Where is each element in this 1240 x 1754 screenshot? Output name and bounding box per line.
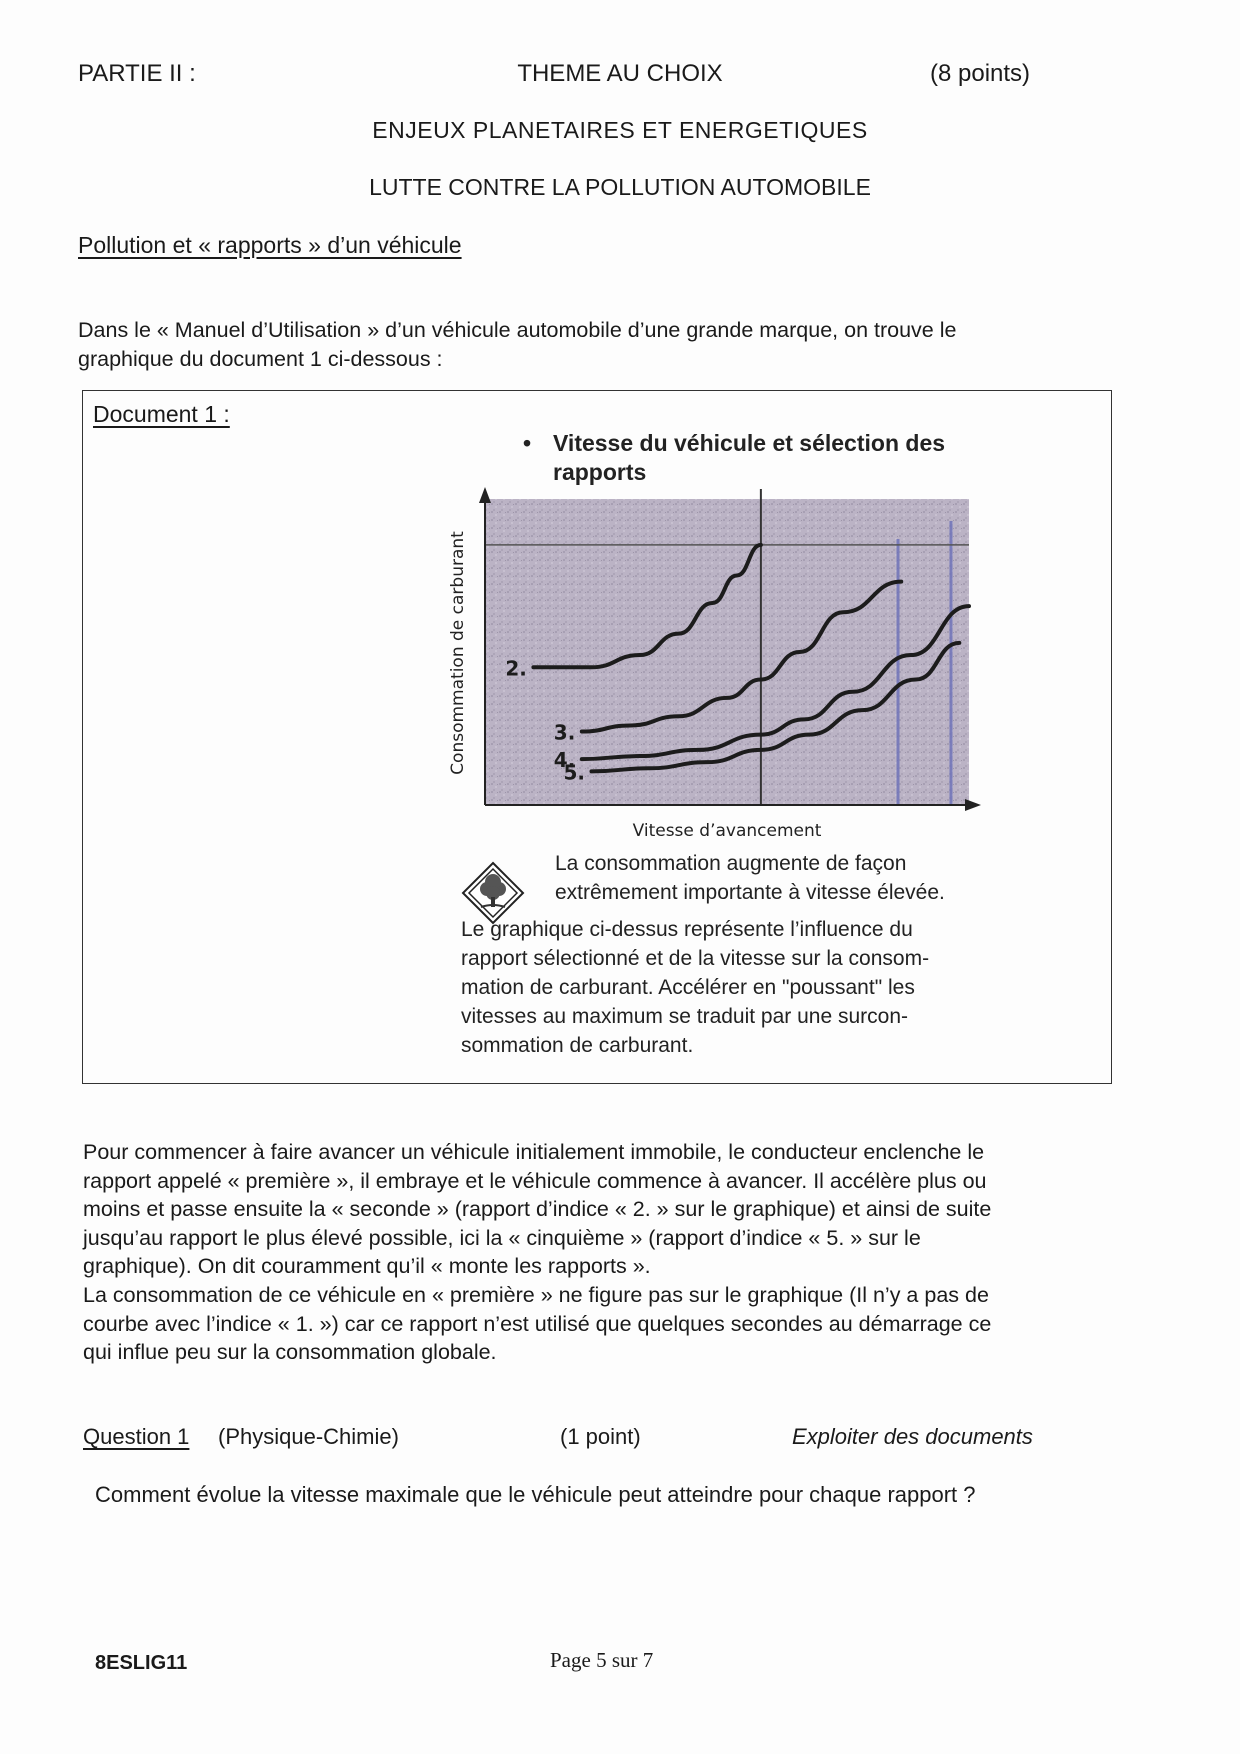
caption-line: Le graphique ci-dessus représente l’influence du [461, 918, 913, 941]
x-axis-label: Vitesse d’avancement [632, 821, 822, 841]
caption-line: sommation de carburant. [461, 1034, 694, 1057]
body-line: La consommation de ce véhicule en « première » ne figure pas sur le graphique (Il n’y a pas de [83, 1283, 989, 1307]
footer-code: 8ESLIG11 [95, 1652, 188, 1674]
y-axis-label: Consommation de carburant [448, 531, 468, 775]
body-line: Pour commencer à faire avancer un véhicule initialement immobile, le conducteur enclenche le [83, 1140, 985, 1164]
intro-paragraph [78, 316, 956, 373]
caption-line: vitesses au maximum se traduit par une surcon- [461, 1005, 909, 1028]
warning-line: extrêmement importante à vitesse élevée. [555, 881, 945, 904]
part-label: PARTIE II : [78, 60, 196, 87]
warning-text [555, 849, 945, 907]
y-axis-arrow [479, 487, 491, 503]
body-line: moins et passe ensuite la « seconde » (rapport d’indice « 2. » sur le graphique) et ainsi de suite [83, 1197, 992, 1221]
intro-line: Dans le « Manuel d’Utilisation » d’un véhicule automobile d’une grande marque, on trouve le [78, 318, 957, 342]
chart-title-line: rapports [553, 459, 647, 485]
question-text: Comment évolue la vitesse maximale que le véhicule peut atteindre pour chaque rapport ? [95, 1482, 976, 1507]
chart-title-line: Vitesse du véhicule et sélection des [553, 430, 946, 456]
subtitle-2: LUTTE CONTRE LA POLLUTION AUTOMOBILE [369, 174, 871, 200]
body-paragraph-2 [83, 1281, 991, 1367]
question-label: Question 1 [83, 1424, 190, 1449]
document-1-label: Document 1 : [93, 401, 230, 427]
footer-page: Page 5 sur 7 [550, 1648, 654, 1672]
theme-label: THEME AU CHOIX [517, 60, 723, 87]
title-bullet: • [523, 430, 532, 456]
tree-warning-icon [463, 863, 523, 923]
x-axis-arrow [965, 799, 981, 811]
body-line: graphique). On dit couramment qu’il « monte les rapports ». [83, 1254, 651, 1278]
body-line: rapport appelé « première », il embraye et le véhicule commence à avancer. Il accélère plus ou [83, 1168, 987, 1193]
series-label-gear-5: 5. [563, 760, 585, 785]
series-label-gear-3: 3. [553, 720, 576, 745]
document-1-box [82, 390, 1112, 1084]
caption-line: rapport sélectionné et de la vitesse sur la consom- [461, 947, 930, 970]
body-line: qui influe peu sur la consommation globale. [83, 1340, 497, 1364]
question-skill: Exploiter des documents [792, 1424, 1033, 1449]
section-title: Pollution et « rapports » d’un véhicule [78, 232, 462, 258]
warning-line: La consommation augmente de façon [555, 852, 907, 875]
intro-line: graphique du document 1 ci-dessous : [78, 346, 443, 371]
points-label: (8 points) [930, 60, 1031, 87]
body-line: courbe avec l’indice « 1. ») car ce rapport n’est utilisé que quelques secondes au démarrage ce [83, 1311, 992, 1336]
series-label-gear-4: 4. [553, 748, 576, 773]
body-paragraph-1 [83, 1138, 991, 1281]
caption-line: mation de carburant. Accélérer en "poussant" les [461, 976, 915, 999]
body-line: jusqu’au rapport le plus élevé possible, ici la « cinquième » (rapport d’indice « 5. » sur le [83, 1225, 921, 1250]
subtitle: ENJEUX PLANETAIRES ET ENERGETIQUES [372, 117, 868, 143]
chart-caption [461, 915, 929, 1060]
question-points: (1 point) [560, 1424, 641, 1449]
question-subject: (Physique-Chimie) [218, 1424, 399, 1449]
series-label-gear-2: 2. [505, 656, 527, 681]
